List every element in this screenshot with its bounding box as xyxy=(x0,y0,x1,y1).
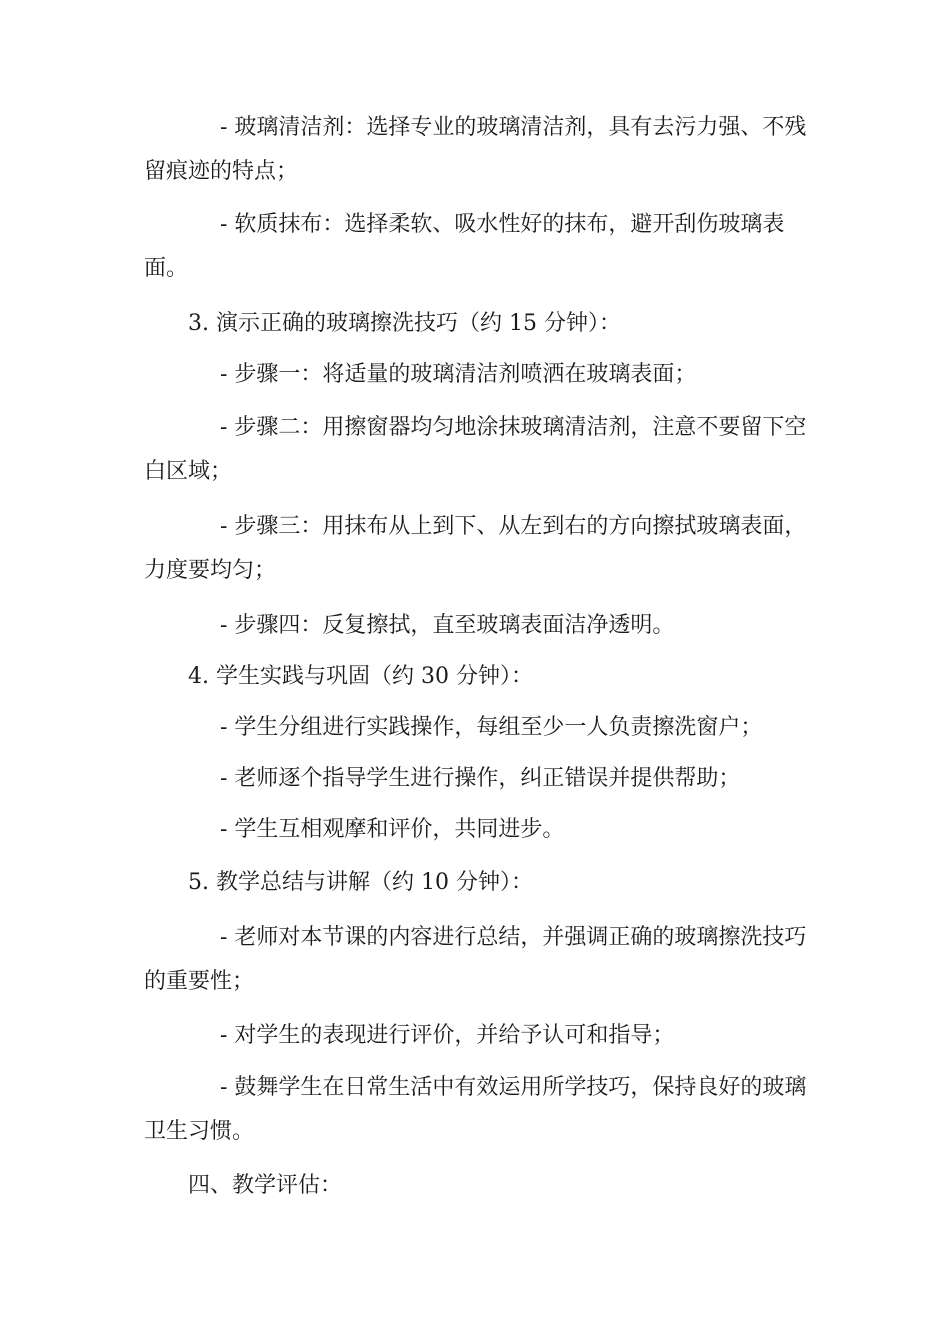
paragraph-summary-2: - 对学生的表现进行评价，并给予认可和指导； xyxy=(220,1023,675,1048)
paragraph-summary-3: - 鼓舞学生在日常生活中有效运用所学技巧，保持良好的玻璃卫生习惯。 xyxy=(144,1075,807,1144)
paragraph-step-3: - 步骤三：用抹布从上到下、从左到右的方向擦拭玻璃表面，力度要均匀； xyxy=(144,514,807,583)
section-heading-4: 4. 学生实践与巩固（约 30 分钟）： xyxy=(188,664,533,689)
paragraph-practice-3: - 学生互相观摩和评价，共同进步。 xyxy=(220,817,565,842)
section-heading-3: 3. 演示正确的玻璃擦洗技巧（约 15 分钟）： xyxy=(188,311,621,336)
paragraph-practice-1: - 学生分组进行实践操作，每组至少一人负责擦洗窗户； xyxy=(220,715,763,740)
paragraph-step-1: - 步骤一：将适量的玻璃清洁剂喷洒在玻璃表面； xyxy=(220,362,697,387)
paragraph-soft-cloth: - 软质抹布：选择柔软、吸水性好的抹布，避开刮伤玻璃表面。 xyxy=(144,212,785,281)
paragraph-step-4: - 步骤四：反复擦拭，直至玻璃表面洁净透明。 xyxy=(220,613,675,638)
section-heading-evaluation: 四、教学评估： xyxy=(188,1173,343,1198)
section-heading-5: 5. 教学总结与讲解（约 10 分钟）： xyxy=(188,870,533,895)
paragraph-step-2: - 步骤二：用擦窗器均匀地涂抹玻璃清洁剂，注意不要留下空白区域； xyxy=(144,415,807,484)
paragraph-glass-cleaner: - 玻璃清洁剂：选择专业的玻璃清洁剂，具有去污力强、不残留痕迹的特点； xyxy=(144,115,807,184)
paragraph-summary-1: - 老师对本节课的内容进行总结，并强调正确的玻璃擦洗技巧的重要性； xyxy=(144,925,807,994)
paragraph-practice-2: - 老师逐个指导学生进行操作，纠正错误并提供帮助； xyxy=(220,766,741,791)
